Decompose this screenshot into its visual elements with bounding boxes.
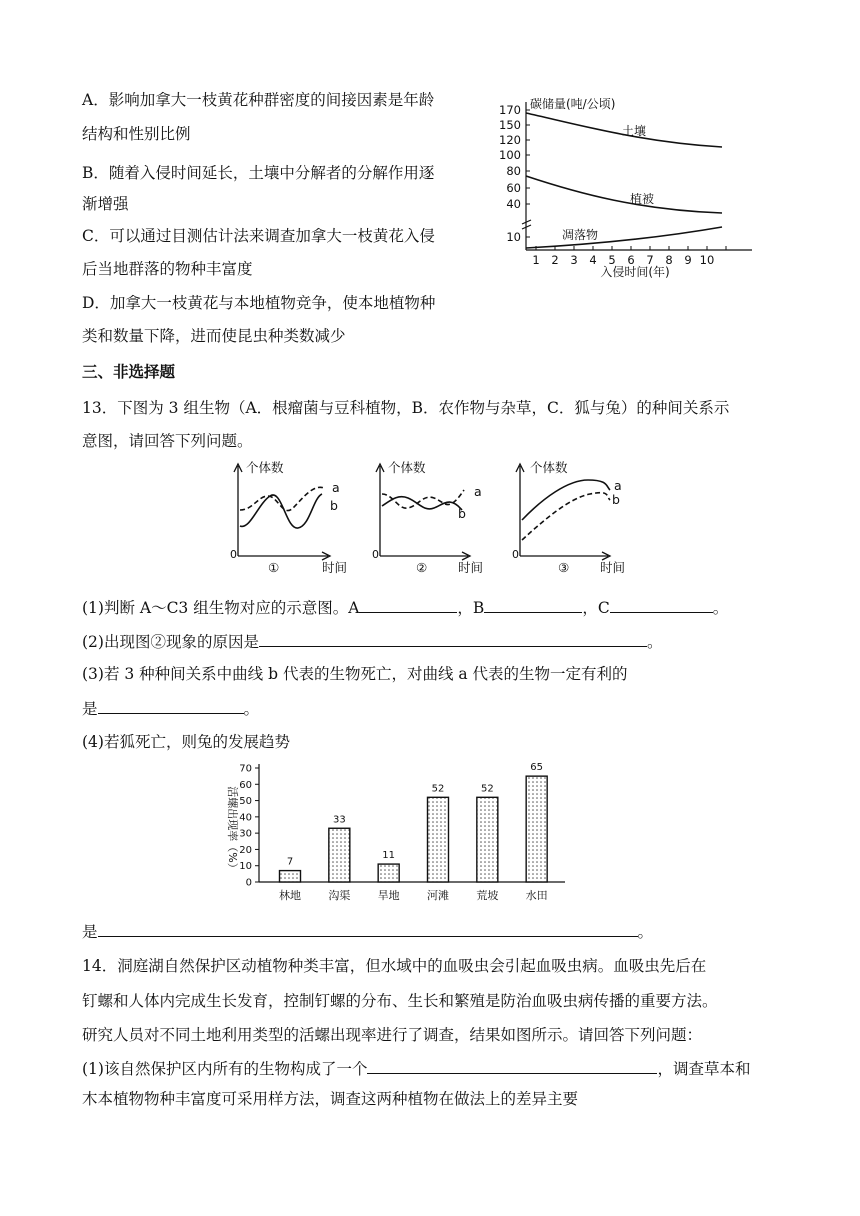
carbon-storage-chart: [490, 92, 760, 284]
q13-sub3-line1: (3)若 3 种种间关系中曲线 b 代表的生物死亡，对曲线 a 代表的生物一定有利的: [82, 665, 628, 683]
ytick-100: 100: [499, 148, 521, 162]
ytick-80: 80: [506, 164, 521, 178]
xtick-9: 9: [684, 253, 692, 267]
bar-ytick-label: 70: [239, 763, 252, 775]
xtick-1: 1: [532, 253, 540, 267]
q13-sub4-line2: 是 。: [82, 923, 654, 941]
bar-ylabel: 活螺出现率（%）: [226, 786, 239, 874]
graph3-number: ③: [558, 560, 570, 575]
graph2-curve-b: [382, 497, 462, 510]
label-vegetation: 植被: [630, 192, 655, 206]
xtick-3: 3: [570, 253, 578, 267]
bar-水田: [526, 776, 547, 882]
bar-value-label: 11: [382, 850, 396, 862]
answer-blank-c[interactable]: [610, 597, 713, 613]
bar-ytick-label: 40: [239, 812, 252, 824]
bar-value-label: 52: [480, 783, 494, 795]
graph3-label-a: a: [614, 478, 622, 493]
q13-sub4-line1: (4)若狐死亡，则兔的发展趋势: [82, 733, 290, 751]
graph3-curve-a: [522, 480, 610, 520]
graph1-ylabel: 个体数: [246, 460, 284, 475]
graph2-ylabel: 个体数: [388, 460, 426, 475]
ytick-10: 10: [506, 230, 521, 244]
bar-category-label: 林地: [279, 889, 301, 902]
option-d-line2: 类和数量下降，进而使昆虫种类数减少: [82, 327, 346, 345]
q13-sub3-line2: 是 。: [82, 700, 260, 718]
q14-line1: 14．洞庭湖自然保护区动植物种类丰富，但水域中的血吸虫会引起血吸虫病。血吸虫先后在: [82, 957, 707, 975]
answer-blank-sub4[interactable]: [98, 921, 638, 937]
q13-stem-line1: 13．下图为 3 组生物（A．根瘤菌与豆科植物，B．农作物与杂草，C．狐与兔）的种间关系示: [82, 399, 730, 417]
bar-value-label: 33: [332, 814, 346, 826]
graph1-number: ①: [268, 560, 280, 575]
bar-ytick-label: 0: [245, 877, 252, 889]
graph2-zero: 0: [372, 548, 379, 561]
label-litter: 凋落物: [562, 228, 599, 242]
bar-荒坡: [477, 797, 498, 882]
xtick-6: 6: [627, 253, 635, 267]
xtick-2: 2: [551, 253, 559, 267]
bar-ytick-label: 60: [239, 779, 252, 791]
ytick-120: 120: [499, 133, 521, 147]
xtick-4: 4: [589, 253, 597, 267]
ytick-40: 40: [506, 197, 521, 211]
graph3-ylabel: 个体数: [530, 460, 568, 475]
bar-category-label: 沟渠: [328, 889, 351, 902]
bar-category-label: 荒坡: [476, 889, 499, 902]
option-a-line2: 结构和性别比例: [82, 125, 191, 143]
xtick-5: 5: [608, 253, 616, 267]
bar-ytick-label: 10: [239, 861, 252, 873]
bar-category-label: 河滩: [427, 889, 449, 902]
bar-value-label: 52: [431, 783, 445, 795]
graph1-label-a: a: [332, 480, 340, 495]
snail-bar-chart: [215, 760, 575, 912]
graph3-label-b: b: [612, 492, 620, 507]
bar-ytick-label: 20: [239, 844, 252, 856]
answer-blank-b[interactable]: [484, 597, 582, 613]
option-c-line1: C．可以通过目测估计法来调查加拿大一枝黄花入侵: [82, 227, 435, 245]
ytick-170: 170: [499, 103, 521, 117]
option-d-line1: D．加拿大一枝黄花与本地植物竞争，使本地植物种: [82, 294, 436, 312]
bar-value-label: 7: [286, 856, 294, 868]
answer-blank-q14[interactable]: [367, 1058, 657, 1074]
graph3-curve-b: [522, 493, 610, 540]
option-a-line1: A．影响加拿大一枝黄花种群密度的间接因素是年龄: [82, 91, 435, 109]
graph2-number: ②: [416, 560, 428, 575]
bar-ytick-label: 50: [239, 796, 252, 808]
q13-stem-line2: 意图，请回答下列问题。: [82, 432, 253, 450]
graph3-xlabel: 时间: [600, 560, 626, 575]
answer-blank-sub3[interactable]: [98, 698, 244, 714]
q14-line3: 研究人员对不同土地利用类型的活螺出现率进行了调查，结果如图所示。请回答下列问题：: [82, 1026, 703, 1044]
answer-blank-sub2[interactable]: [259, 631, 647, 647]
bar-ytick-label: 30: [239, 828, 252, 840]
graph1-xlabel: 时间: [322, 560, 348, 575]
bar-林地: [280, 871, 301, 882]
graph2-label-a: a: [474, 484, 482, 499]
bar-category-label: 旱地: [377, 889, 400, 902]
relationship-graphs: [228, 458, 648, 580]
graph2-label-b: b: [458, 506, 466, 521]
xtick-8: 8: [665, 253, 673, 267]
q13-sub1: (1)判断 A～C3 组生物对应的示意图。A ，B ，C 。: [82, 599, 729, 617]
option-b-line2: 渐增强: [82, 195, 129, 213]
section-heading: 三、非选择题: [82, 362, 176, 381]
bar-category-label: 水田: [525, 889, 548, 902]
graph3-zero: 0: [512, 548, 519, 561]
vegetation-curve: [526, 176, 722, 213]
bar-沟渠: [329, 828, 350, 882]
bar-河滩: [428, 797, 449, 882]
ytick-60: 60: [506, 181, 521, 195]
q14-line4: (1)该自然保护区内所有的生物构成了一个 ，调查草本和: [82, 1060, 751, 1078]
xtick-7: 7: [646, 253, 654, 267]
litter-curve: [526, 227, 722, 248]
xtick-10: 10: [699, 253, 715, 267]
graph1-curve-b: [240, 494, 322, 528]
graph1-zero: 0: [230, 548, 237, 561]
graph1-label-b: b: [330, 498, 338, 513]
answer-blank-a[interactable]: [359, 597, 457, 613]
label-soil: 土壤: [622, 124, 647, 138]
option-b-line1: B．随着入侵时间延长，土壤中分解者的分解作用逐: [82, 164, 435, 182]
ytick-150: 150: [499, 118, 521, 132]
bar-value-label: 65: [530, 762, 544, 774]
bar-旱地: [378, 864, 399, 882]
option-c-line2: 后当地群落的物种丰富度: [82, 260, 253, 278]
graph2-xlabel: 时间: [458, 560, 484, 575]
q13-sub2: (2)出现图②现象的原因是 。: [82, 633, 663, 651]
q14-line5: 木本植物物种丰富度可采用样方法，调查这两种植物在做法上的差异主要: [82, 1090, 579, 1108]
q14-line2: 钉螺和人体内完成生长发育，控制钉螺的分布、生长和繁殖是防治血吸虫病传播的重要方法。: [82, 992, 718, 1010]
carbon-xlabel: 入侵时间(年): [600, 265, 670, 279]
carbon-ylabel: 碳储量(吨/公顷): [530, 97, 616, 111]
